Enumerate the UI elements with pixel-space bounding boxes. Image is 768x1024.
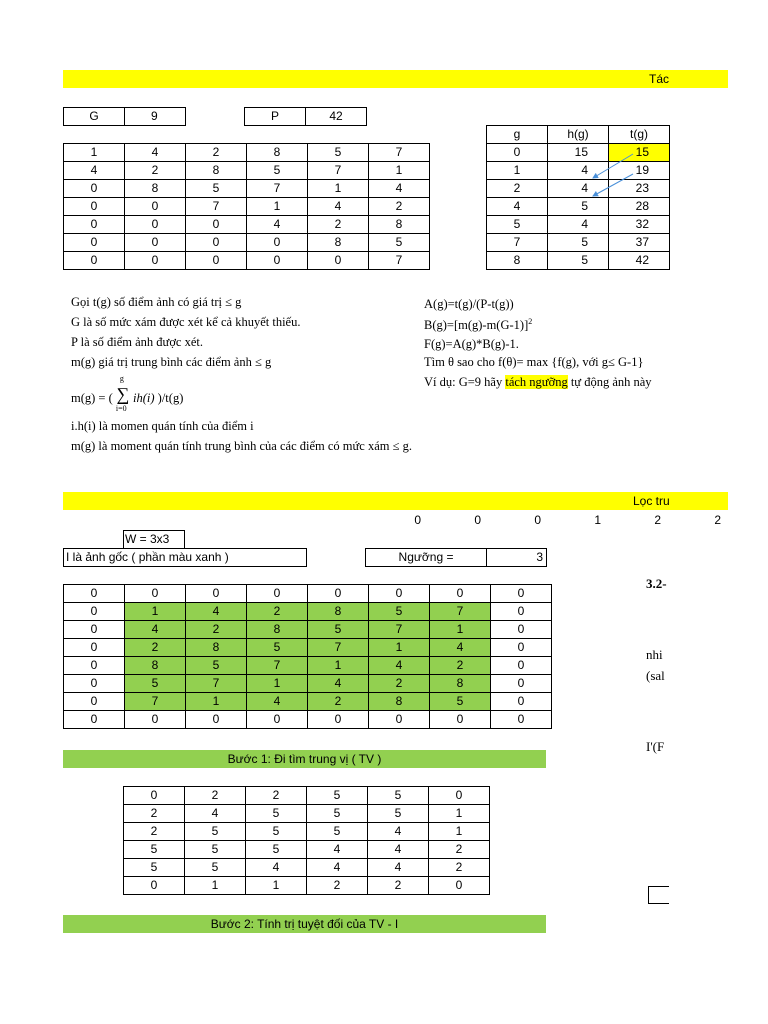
median-cell[interactable]: 5 xyxy=(307,823,368,841)
padded-cell[interactable]: 0 xyxy=(491,657,552,675)
median-cell[interactable]: 0 xyxy=(429,787,490,805)
median-cell[interactable]: 1 xyxy=(429,823,490,841)
padded-cell[interactable]: 0 xyxy=(491,693,552,711)
histogram-cell[interactable]: 5 xyxy=(487,216,548,234)
note-moment: i.h(i) là momen quán tính của điểm i xyxy=(71,419,254,433)
formula-b xyxy=(424,317,532,333)
formula-suffix: )/t(g) xyxy=(157,391,184,405)
median-row xyxy=(124,859,490,877)
padded-cell[interactable]: 7 xyxy=(369,621,430,639)
p-box xyxy=(244,107,367,126)
matrix-cell[interactable]: 7 xyxy=(308,162,369,180)
padded-cell[interactable]: 7 xyxy=(308,639,369,657)
median-cell[interactable]: 0 xyxy=(124,787,185,805)
g-value[interactable]: 9 xyxy=(125,108,186,126)
image-matrix xyxy=(63,143,430,270)
histogram-cell[interactable]: 37 xyxy=(609,234,670,252)
median-cell[interactable]: 2 xyxy=(185,787,246,805)
median-cell[interactable]: 2 xyxy=(429,841,490,859)
matrix-row xyxy=(64,198,430,216)
sum-upper: g xyxy=(119,374,124,383)
step1-title: Bước 1: Đi tìm trung vị ( TV ) xyxy=(227,752,382,766)
histogram-cell[interactable]: 42 xyxy=(609,252,670,270)
arrow-1 xyxy=(593,154,633,178)
median-cell[interactable]: 2 xyxy=(124,805,185,823)
histogram-cell[interactable]: 2 xyxy=(487,180,548,198)
padded-cell[interactable]: 8 xyxy=(369,693,430,711)
padded-cell[interactable]: 7 xyxy=(125,693,186,711)
padded-cell[interactable]: 7 xyxy=(247,657,308,675)
padded-cell[interactable]: 0 xyxy=(491,711,552,729)
median-cell[interactable]: 4 xyxy=(307,841,368,859)
padded-row xyxy=(64,585,552,603)
step2-band xyxy=(63,915,546,933)
section2-title: Lọc tru xyxy=(633,494,670,508)
padded-cell[interactable]: 1 xyxy=(369,639,430,657)
matrix-cell[interactable]: 0 xyxy=(308,252,369,270)
matrix-cell[interactable]: 0 xyxy=(64,180,125,198)
histogram-cell[interactable]: 4 xyxy=(548,162,609,180)
padded-image-matrix xyxy=(63,584,552,729)
padded-cell[interactable]: 7 xyxy=(186,675,247,693)
example-post: tự động ảnh này xyxy=(567,375,652,389)
theta-text: Tìm θ sao cho f(θ)= max {f(g), với g≤ G-1} xyxy=(424,355,644,369)
median-row xyxy=(124,841,490,859)
matrix-cell[interactable]: 2 xyxy=(186,144,247,162)
matrix-cell[interactable]: 7 xyxy=(369,144,430,162)
matrix-cell[interactable]: 2 xyxy=(125,162,186,180)
matrix-cell[interactable]: 5 xyxy=(308,144,369,162)
formula-a: A(g)=t(g)/(P-t(g)) xyxy=(424,297,514,311)
side-text-3: (sal xyxy=(646,668,665,683)
histogram-row xyxy=(487,216,670,234)
median-cell[interactable]: 2 xyxy=(307,877,368,895)
matrix-cell[interactable]: 5 xyxy=(247,162,308,180)
window-size[interactable]: W = 3x3 xyxy=(123,530,185,549)
matrix-cell[interactable]: 4 xyxy=(64,162,125,180)
median-cell[interactable]: 4 xyxy=(307,859,368,877)
top-row-value[interactable]: 0 xyxy=(414,513,421,527)
matrix-cell[interactable]: 2 xyxy=(308,216,369,234)
histogram-header-cell[interactable]: g xyxy=(487,126,548,144)
median-cell[interactable]: 5 xyxy=(307,787,368,805)
sum-lower: i=0 xyxy=(115,404,127,413)
p-value[interactable]: 42 xyxy=(306,108,367,126)
padded-cell[interactable]: 0 xyxy=(491,675,552,693)
padded-cell[interactable]: 0 xyxy=(64,675,125,693)
note-m: m(g) giá trị trung bình các điểm ảnh ≤ g xyxy=(71,355,272,369)
median-row xyxy=(124,805,490,823)
padded-cell[interactable]: 0 xyxy=(125,585,186,603)
histogram-cell[interactable]: 1 xyxy=(487,162,548,180)
padded-cell[interactable]: 5 xyxy=(186,657,247,675)
example-text xyxy=(424,375,652,390)
example-highlight: tách ngưỡng xyxy=(505,375,568,389)
threshold-value[interactable]: 3 xyxy=(486,548,547,567)
section2-band xyxy=(63,492,728,510)
padded-cell[interactable]: 4 xyxy=(247,693,308,711)
padded-cell[interactable]: 0 xyxy=(186,585,247,603)
padded-cell[interactable]: 1 xyxy=(308,657,369,675)
padded-cell[interactable]: 2 xyxy=(125,639,186,657)
median-cell[interactable]: 1 xyxy=(246,877,307,895)
matrix-cell[interactable]: 0 xyxy=(64,234,125,252)
padded-cell[interactable]: 0 xyxy=(308,711,369,729)
histogram-cell[interactable]: 5 xyxy=(548,234,609,252)
histogram-cell[interactable]: 15 xyxy=(609,144,670,162)
padded-cell[interactable]: 4 xyxy=(369,657,430,675)
padded-cell[interactable]: 2 xyxy=(430,657,491,675)
matrix-cell[interactable]: 8 xyxy=(369,216,430,234)
padded-row xyxy=(64,675,552,693)
padded-row xyxy=(64,621,552,639)
matrix-row xyxy=(64,144,430,162)
median-cell[interactable]: 4 xyxy=(368,859,429,877)
median-cell[interactable]: 2 xyxy=(429,859,490,877)
padded-row xyxy=(64,711,552,729)
median-cell[interactable]: 5 xyxy=(185,841,246,859)
matrix-cell[interactable]: 2 xyxy=(369,198,430,216)
median-cell[interactable]: 4 xyxy=(368,823,429,841)
median-matrix xyxy=(123,786,490,895)
top-row-value[interactable]: 0 xyxy=(534,513,541,527)
step1-band xyxy=(63,750,546,768)
median-cell[interactable]: 5 xyxy=(368,805,429,823)
padded-cell[interactable]: 4 xyxy=(308,675,369,693)
padded-cell[interactable]: 5 xyxy=(247,639,308,657)
matrix-cell[interactable]: 1 xyxy=(308,180,369,198)
matrix-row xyxy=(64,252,430,270)
formula-prefix: m(g) = ( xyxy=(71,391,113,405)
matrix-row xyxy=(64,216,430,234)
matrix-row xyxy=(64,162,430,180)
histogram-row xyxy=(487,252,670,270)
median-cell[interactable]: 5 xyxy=(124,859,185,877)
padded-cell[interactable]: 2 xyxy=(369,675,430,693)
formula-b-sup: 2 xyxy=(528,317,533,326)
padded-cell[interactable]: 8 xyxy=(247,621,308,639)
note-moment-avg: m(g) là moment quán tính trung bình của các điểm có mức xám ≤ g. xyxy=(71,439,412,453)
matrix-cell[interactable]: 7 xyxy=(247,180,308,198)
padded-cell[interactable]: 4 xyxy=(186,603,247,621)
matrix-cell[interactable]: 0 xyxy=(125,252,186,270)
matrix-cell[interactable]: 1 xyxy=(247,198,308,216)
matrix-cell[interactable]: 4 xyxy=(125,144,186,162)
padded-cell[interactable]: 7 xyxy=(430,603,491,621)
median-cell[interactable]: 5 xyxy=(124,841,185,859)
median-cell[interactable]: 2 xyxy=(124,823,185,841)
matrix-cell[interactable]: 0 xyxy=(64,198,125,216)
p-label[interactable]: P xyxy=(245,108,306,126)
matrix-cell[interactable]: 5 xyxy=(186,180,247,198)
median-cell[interactable]: 0 xyxy=(124,877,185,895)
matrix-cell[interactable]: 0 xyxy=(186,234,247,252)
matrix-cell[interactable]: 8 xyxy=(308,234,369,252)
padded-cell[interactable]: 2 xyxy=(247,603,308,621)
median-cell[interactable]: 2 xyxy=(368,877,429,895)
median-cell[interactable]: 2 xyxy=(246,787,307,805)
median-cell[interactable]: 4 xyxy=(368,841,429,859)
padded-cell[interactable]: 8 xyxy=(430,675,491,693)
padded-cell[interactable]: 1 xyxy=(430,621,491,639)
histogram-cell[interactable]: 19 xyxy=(609,162,670,180)
median-cell[interactable]: 4 xyxy=(246,859,307,877)
padded-cell[interactable]: 0 xyxy=(491,639,552,657)
padded-cell[interactable]: 0 xyxy=(430,711,491,729)
padded-cell[interactable]: 0 xyxy=(64,621,125,639)
matrix-cell[interactable]: 0 xyxy=(247,234,308,252)
padded-cell[interactable]: 0 xyxy=(64,585,125,603)
matrix-cell[interactable]: 8 xyxy=(186,162,247,180)
padded-row xyxy=(64,639,552,657)
matrix-row xyxy=(64,180,430,198)
median-row xyxy=(124,787,490,805)
median-cell[interactable]: 0 xyxy=(429,877,490,895)
padded-cell[interactable]: 0 xyxy=(247,585,308,603)
matrix-cell[interactable]: 0 xyxy=(247,252,308,270)
histogram-cell[interactable]: 4 xyxy=(548,180,609,198)
padded-cell[interactable]: 0 xyxy=(186,711,247,729)
histogram-row xyxy=(487,234,670,252)
matrix-cell[interactable]: 4 xyxy=(369,180,430,198)
matrix-cell[interactable]: 1 xyxy=(369,162,430,180)
matrix-cell[interactable]: 0 xyxy=(64,252,125,270)
padded-cell[interactable]: 0 xyxy=(64,693,125,711)
top-row-value[interactable]: 2 xyxy=(654,513,661,527)
matrix-cell[interactable]: 7 xyxy=(369,252,430,270)
padded-row xyxy=(64,603,552,621)
top-row-value[interactable]: 2 xyxy=(714,513,721,527)
padded-cell[interactable]: 0 xyxy=(64,657,125,675)
cumulative-arrows xyxy=(585,148,645,208)
median-cell[interactable]: 5 xyxy=(246,823,307,841)
histogram-cell[interactable]: 4 xyxy=(548,216,609,234)
header-title: Tác xyxy=(649,72,670,86)
matrix-cell[interactable]: 0 xyxy=(125,198,186,216)
padded-cell[interactable]: 0 xyxy=(247,711,308,729)
padded-cell[interactable]: 5 xyxy=(430,693,491,711)
padded-cell[interactable]: 5 xyxy=(308,621,369,639)
matrix-cell[interactable]: 8 xyxy=(125,180,186,198)
g-box xyxy=(63,107,186,126)
padded-cell[interactable]: 1 xyxy=(125,603,186,621)
formula-m xyxy=(71,374,184,413)
histogram-header-cell[interactable]: t(g) xyxy=(609,126,670,144)
note-g: G là số mức xám được xét kể cả khuyết thiếu. xyxy=(71,315,301,329)
median-cell[interactable]: 5 xyxy=(368,787,429,805)
padded-cell[interactable]: 0 xyxy=(308,585,369,603)
median-cell[interactable]: 5 xyxy=(246,841,307,859)
padded-row xyxy=(64,657,552,675)
histogram-cell[interactable]: 28 xyxy=(609,198,670,216)
padded-cell[interactable]: 5 xyxy=(125,675,186,693)
median-cell[interactable]: 5 xyxy=(185,823,246,841)
padded-cell[interactable]: 0 xyxy=(64,639,125,657)
padded-cell[interactable]: 4 xyxy=(430,639,491,657)
padded-cell[interactable]: 1 xyxy=(186,693,247,711)
padded-row xyxy=(64,693,552,711)
median-cell[interactable]: 1 xyxy=(429,805,490,823)
arrow-2 xyxy=(593,174,633,196)
padded-cell[interactable]: 1 xyxy=(247,675,308,693)
matrix-cell[interactable]: 1 xyxy=(64,144,125,162)
side-text-2: nhi xyxy=(646,647,663,662)
top-row-value[interactable]: 1 xyxy=(594,513,601,527)
padded-cell[interactable]: 0 xyxy=(369,711,430,729)
histogram-cell[interactable]: 8 xyxy=(487,252,548,270)
padded-cell[interactable]: 8 xyxy=(125,657,186,675)
matrix-cell[interactable]: 8 xyxy=(247,144,308,162)
side-checkbox[interactable] xyxy=(648,886,669,904)
padded-cell[interactable]: 0 xyxy=(64,603,125,621)
histogram-header-row xyxy=(487,126,670,144)
padded-cell[interactable]: 0 xyxy=(125,711,186,729)
top-row-value[interactable]: 0 xyxy=(474,513,481,527)
matrix-row xyxy=(64,234,430,252)
histogram-cell[interactable]: 5 xyxy=(548,198,609,216)
histogram-cell[interactable]: 0 xyxy=(487,144,548,162)
median-cell[interactable]: 5 xyxy=(246,805,307,823)
g-label[interactable]: G xyxy=(64,108,125,126)
matrix-cell[interactable]: 5 xyxy=(369,234,430,252)
matrix-cell[interactable]: 4 xyxy=(247,216,308,234)
median-row xyxy=(124,877,490,895)
formula-b-text: B(g)=[m(g)-m(G-1)] xyxy=(424,318,529,333)
histogram-cell[interactable]: 7 xyxy=(487,234,548,252)
matrix-cell[interactable]: 0 xyxy=(64,216,125,234)
padded-cell[interactable]: 0 xyxy=(491,585,552,603)
median-cell[interactable]: 5 xyxy=(185,859,246,877)
padded-cell[interactable]: 2 xyxy=(186,621,247,639)
matrix-cell[interactable]: 0 xyxy=(186,216,247,234)
padded-cell[interactable]: 0 xyxy=(491,603,552,621)
side-text-4: I'(F xyxy=(646,739,665,754)
median-cell[interactable]: 4 xyxy=(185,805,246,823)
histogram-cell[interactable]: 15 xyxy=(548,144,609,162)
histogram-cell[interactable]: 23 xyxy=(609,180,670,198)
histogram-header-cell[interactable]: h(g) xyxy=(548,126,609,144)
padded-cell[interactable]: 8 xyxy=(308,603,369,621)
note-p: P là số điểm ảnh được xét. xyxy=(71,335,203,349)
padded-cell[interactable]: 0 xyxy=(430,585,491,603)
original-image-label[interactable]: I là ảnh gốc ( phần màu xanh ) xyxy=(63,548,307,567)
median-cell[interactable]: 5 xyxy=(307,805,368,823)
histogram-cell[interactable]: 5 xyxy=(548,252,609,270)
step2-title: Bước 2: Tính trị tuyệt đối của TV - I xyxy=(210,917,399,931)
histogram-cell[interactable]: 4 xyxy=(487,198,548,216)
header-band xyxy=(63,70,728,88)
padded-cell[interactable]: 8 xyxy=(186,639,247,657)
padded-cell[interactable]: 2 xyxy=(308,693,369,711)
formula-f: F(g)=A(g)*B(g)-1. xyxy=(424,337,519,351)
padded-cell[interactable]: 5 xyxy=(369,603,430,621)
padded-cell[interactable]: 0 xyxy=(369,585,430,603)
padded-cell[interactable]: 0 xyxy=(491,621,552,639)
matrix-cell[interactable]: 0 xyxy=(125,216,186,234)
padded-cell[interactable]: 0 xyxy=(64,711,125,729)
sum-symbol: g ∑ i=0 xyxy=(115,374,130,413)
formula-body: ih(i) xyxy=(133,391,155,405)
median-row xyxy=(124,823,490,841)
median-cell[interactable]: 1 xyxy=(185,877,246,895)
matrix-cell[interactable]: 0 xyxy=(125,234,186,252)
matrix-cell[interactable]: 4 xyxy=(308,198,369,216)
example-pre: Ví dụ: G=9 hãy xyxy=(424,375,506,389)
matrix-cell[interactable]: 0 xyxy=(186,252,247,270)
matrix-cell[interactable]: 7 xyxy=(186,198,247,216)
threshold-label[interactable]: Ngưỡng = xyxy=(365,548,487,567)
note-t: Gọi t(g) số điểm ảnh có giá trị ≤ g xyxy=(71,295,242,309)
side-text-1: 3.2- xyxy=(646,576,667,591)
histogram-cell[interactable]: 32 xyxy=(609,216,670,234)
padded-cell[interactable]: 4 xyxy=(125,621,186,639)
